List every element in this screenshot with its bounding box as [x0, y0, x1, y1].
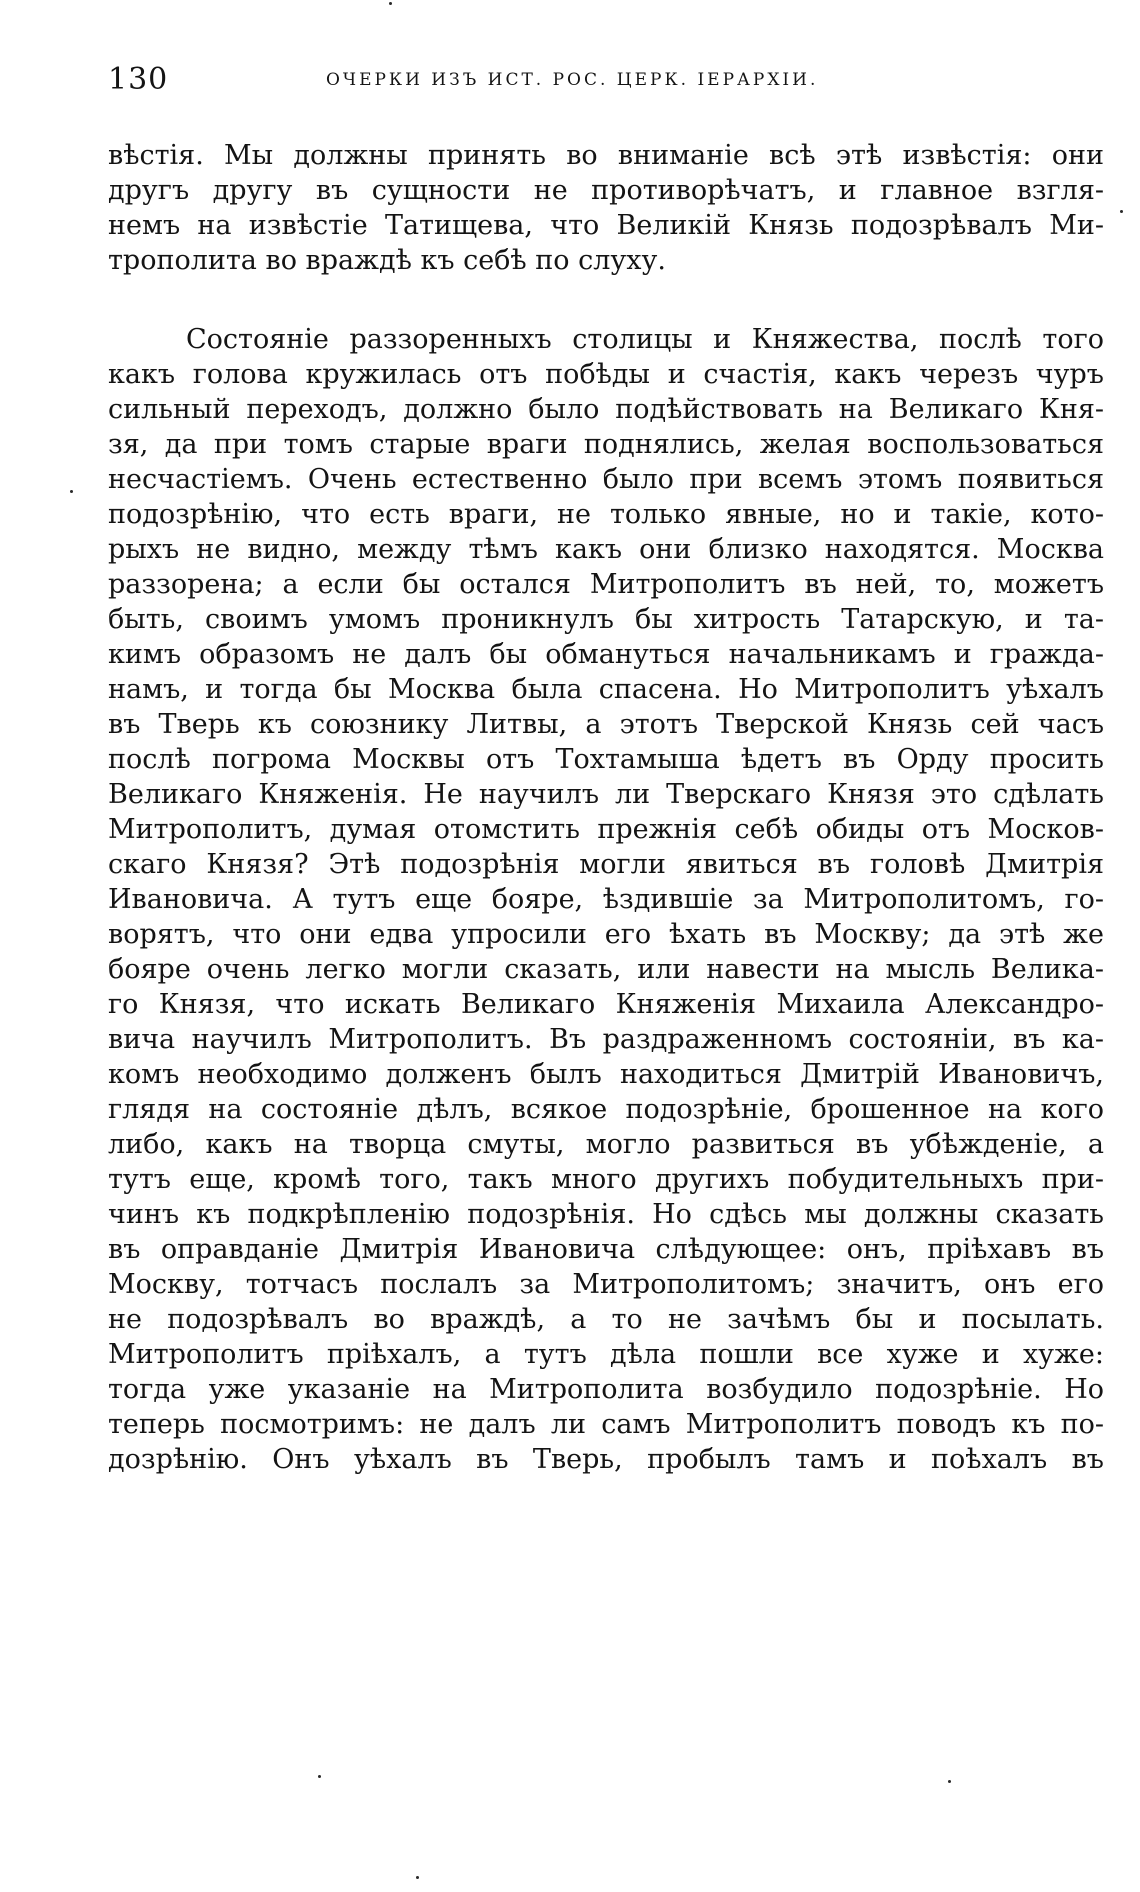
text-line: тутъ еще, кромѣ того, такъ много другихъ побудительныхъ при-	[108, 1164, 1104, 1195]
text-line: го Князя, что искать Великаго Княженія Михаила Александро-	[108, 989, 1104, 1020]
text-line: Митрополитъ пріѣхалъ, а тутъ дѣла пошли все хуже и хуже:	[108, 1339, 1104, 1370]
text-line: сильный переходъ, должно было подѣйствовать на Великаго Кня-	[108, 394, 1104, 425]
text-line: трополита во враждѣ къ себѣ по слуху.	[108, 245, 666, 276]
running-head: ОЧЕРКИ ИЗЪ ИСТ. РОС. ЦЕРК. ІЕРАРХІИ.	[326, 70, 819, 90]
text-line: ворятъ, что они едва упросили его ѣхать въ Москву; да этѣ же	[108, 919, 1104, 950]
text-line: Состояніе раззоренныхъ столицы и Княжества, послѣ того	[186, 324, 1104, 355]
text-line: комъ необходимо долженъ былъ находиться Дмитрій Ивановичъ,	[108, 1059, 1104, 1090]
paragraph-1	[108, 138, 1104, 278]
text-line: вѣстія. Мы должны принять во вниманіе всѣ этѣ извѣстія: они	[108, 140, 1104, 171]
text-line: раззорена; а если бы остался Митрополитъ въ ней, то, можетъ	[108, 569, 1104, 600]
text-line: либо, какъ на творца смуты, могло развиться въ убѣжденіе, а	[108, 1129, 1104, 1160]
page-number: 130	[108, 62, 169, 97]
text-line: Ивановича. А тутъ еще бояре, ѣздившіе за Митрополитомъ, го-	[108, 884, 1104, 915]
page-header	[108, 62, 1108, 106]
scan-speck	[318, 1775, 321, 1778]
text-line: въ Тверь къ союзнику Литвы, а этотъ Тверской Князь сей часъ	[108, 709, 1104, 740]
text-line: подозрѣнію, что есть враги, не только явные, но и такіе, кото-	[108, 499, 1104, 530]
text-line: вича научилъ Митрополитъ. Въ раздраженномъ состояніи, въ ка-	[108, 1024, 1104, 1055]
text-line: дозрѣнію. Онъ уѣхалъ въ Тверь, пробылъ тамъ и поѣхалъ въ	[108, 1444, 1104, 1475]
text-line: бояре очень легко могли сказать, или навести на мысль Велика-	[108, 954, 1104, 985]
scan-speck	[416, 1876, 419, 1879]
scan-speck	[1120, 210, 1123, 213]
text-line: намъ, и тогда бы Москва была спасена. Но Митрополитъ уѣхалъ	[108, 674, 1104, 705]
text-line: послѣ погрома Москвы отъ Тохтамыша ѣдетъ въ Орду просить	[108, 744, 1104, 775]
text-line: глядя на состояніе дѣлъ, всякое подозрѣніе, брошенное на кого	[108, 1094, 1104, 1125]
paragraph-2	[108, 322, 1104, 1477]
text-line: рыхъ не видно, между тѣмъ какъ они близко находятся. Москва	[108, 534, 1104, 565]
text-line: въ оправданіе Дмитрія Ивановича слѣдующее: онъ, пріѣхавъ въ	[108, 1234, 1104, 1265]
text-line: тогда уже указаніе на Митрополита возбудило подозрѣніе. Но	[108, 1374, 1104, 1405]
scan-speck	[70, 490, 73, 493]
scan-speck	[948, 1780, 951, 1783]
text-line: кимъ образомъ не далъ бы обмануться начальникамъ и гражда-	[108, 639, 1104, 670]
text-line: Москву, тотчасъ послалъ за Митрополитомъ; значитъ, онъ его	[108, 1269, 1104, 1300]
text-line: Митрополитъ, думая отомстить прежнія себѣ обиды отъ Москов-	[108, 814, 1104, 845]
text-line: чинъ къ подкрѣпленію подозрѣнія. Но сдѣсь мы должны сказать	[108, 1199, 1104, 1230]
text-line: скаго Князя? Этѣ подозрѣнія могли явиться въ головѣ Дмитрія	[108, 849, 1104, 880]
scan-speck	[389, 2, 392, 5]
text-line: какъ голова кружилась отъ побѣды и счастія, какъ черезъ чуръ	[108, 359, 1104, 390]
text-line: несчастіемъ. Очень естественно было при всемъ этомъ появиться	[108, 464, 1104, 495]
text-line: зя, да при томъ старые враги поднялись, желая воспользоваться	[108, 429, 1104, 460]
text-line: не подозрѣвалъ во враждѣ, а то не зачѣмъ бы и посылать.	[108, 1304, 1104, 1335]
text-line: другъ другу въ сущности не противорѣчатъ, и главное взгля-	[108, 175, 1104, 206]
text-line: быть, своимъ умомъ проникнулъ бы хитрость Татарскую, и та-	[108, 604, 1104, 635]
text-line: Великаго Княженія. Не научилъ ли Тверскаго Князя это сдѣлать	[108, 779, 1104, 810]
text-line: немъ на извѣстіе Татищева, что Великій Князь подозрѣвалъ Ми-	[108, 210, 1104, 241]
text-line: теперь посмотримъ: не далъ ли самъ Митрополитъ поводъ къ по-	[108, 1409, 1104, 1440]
